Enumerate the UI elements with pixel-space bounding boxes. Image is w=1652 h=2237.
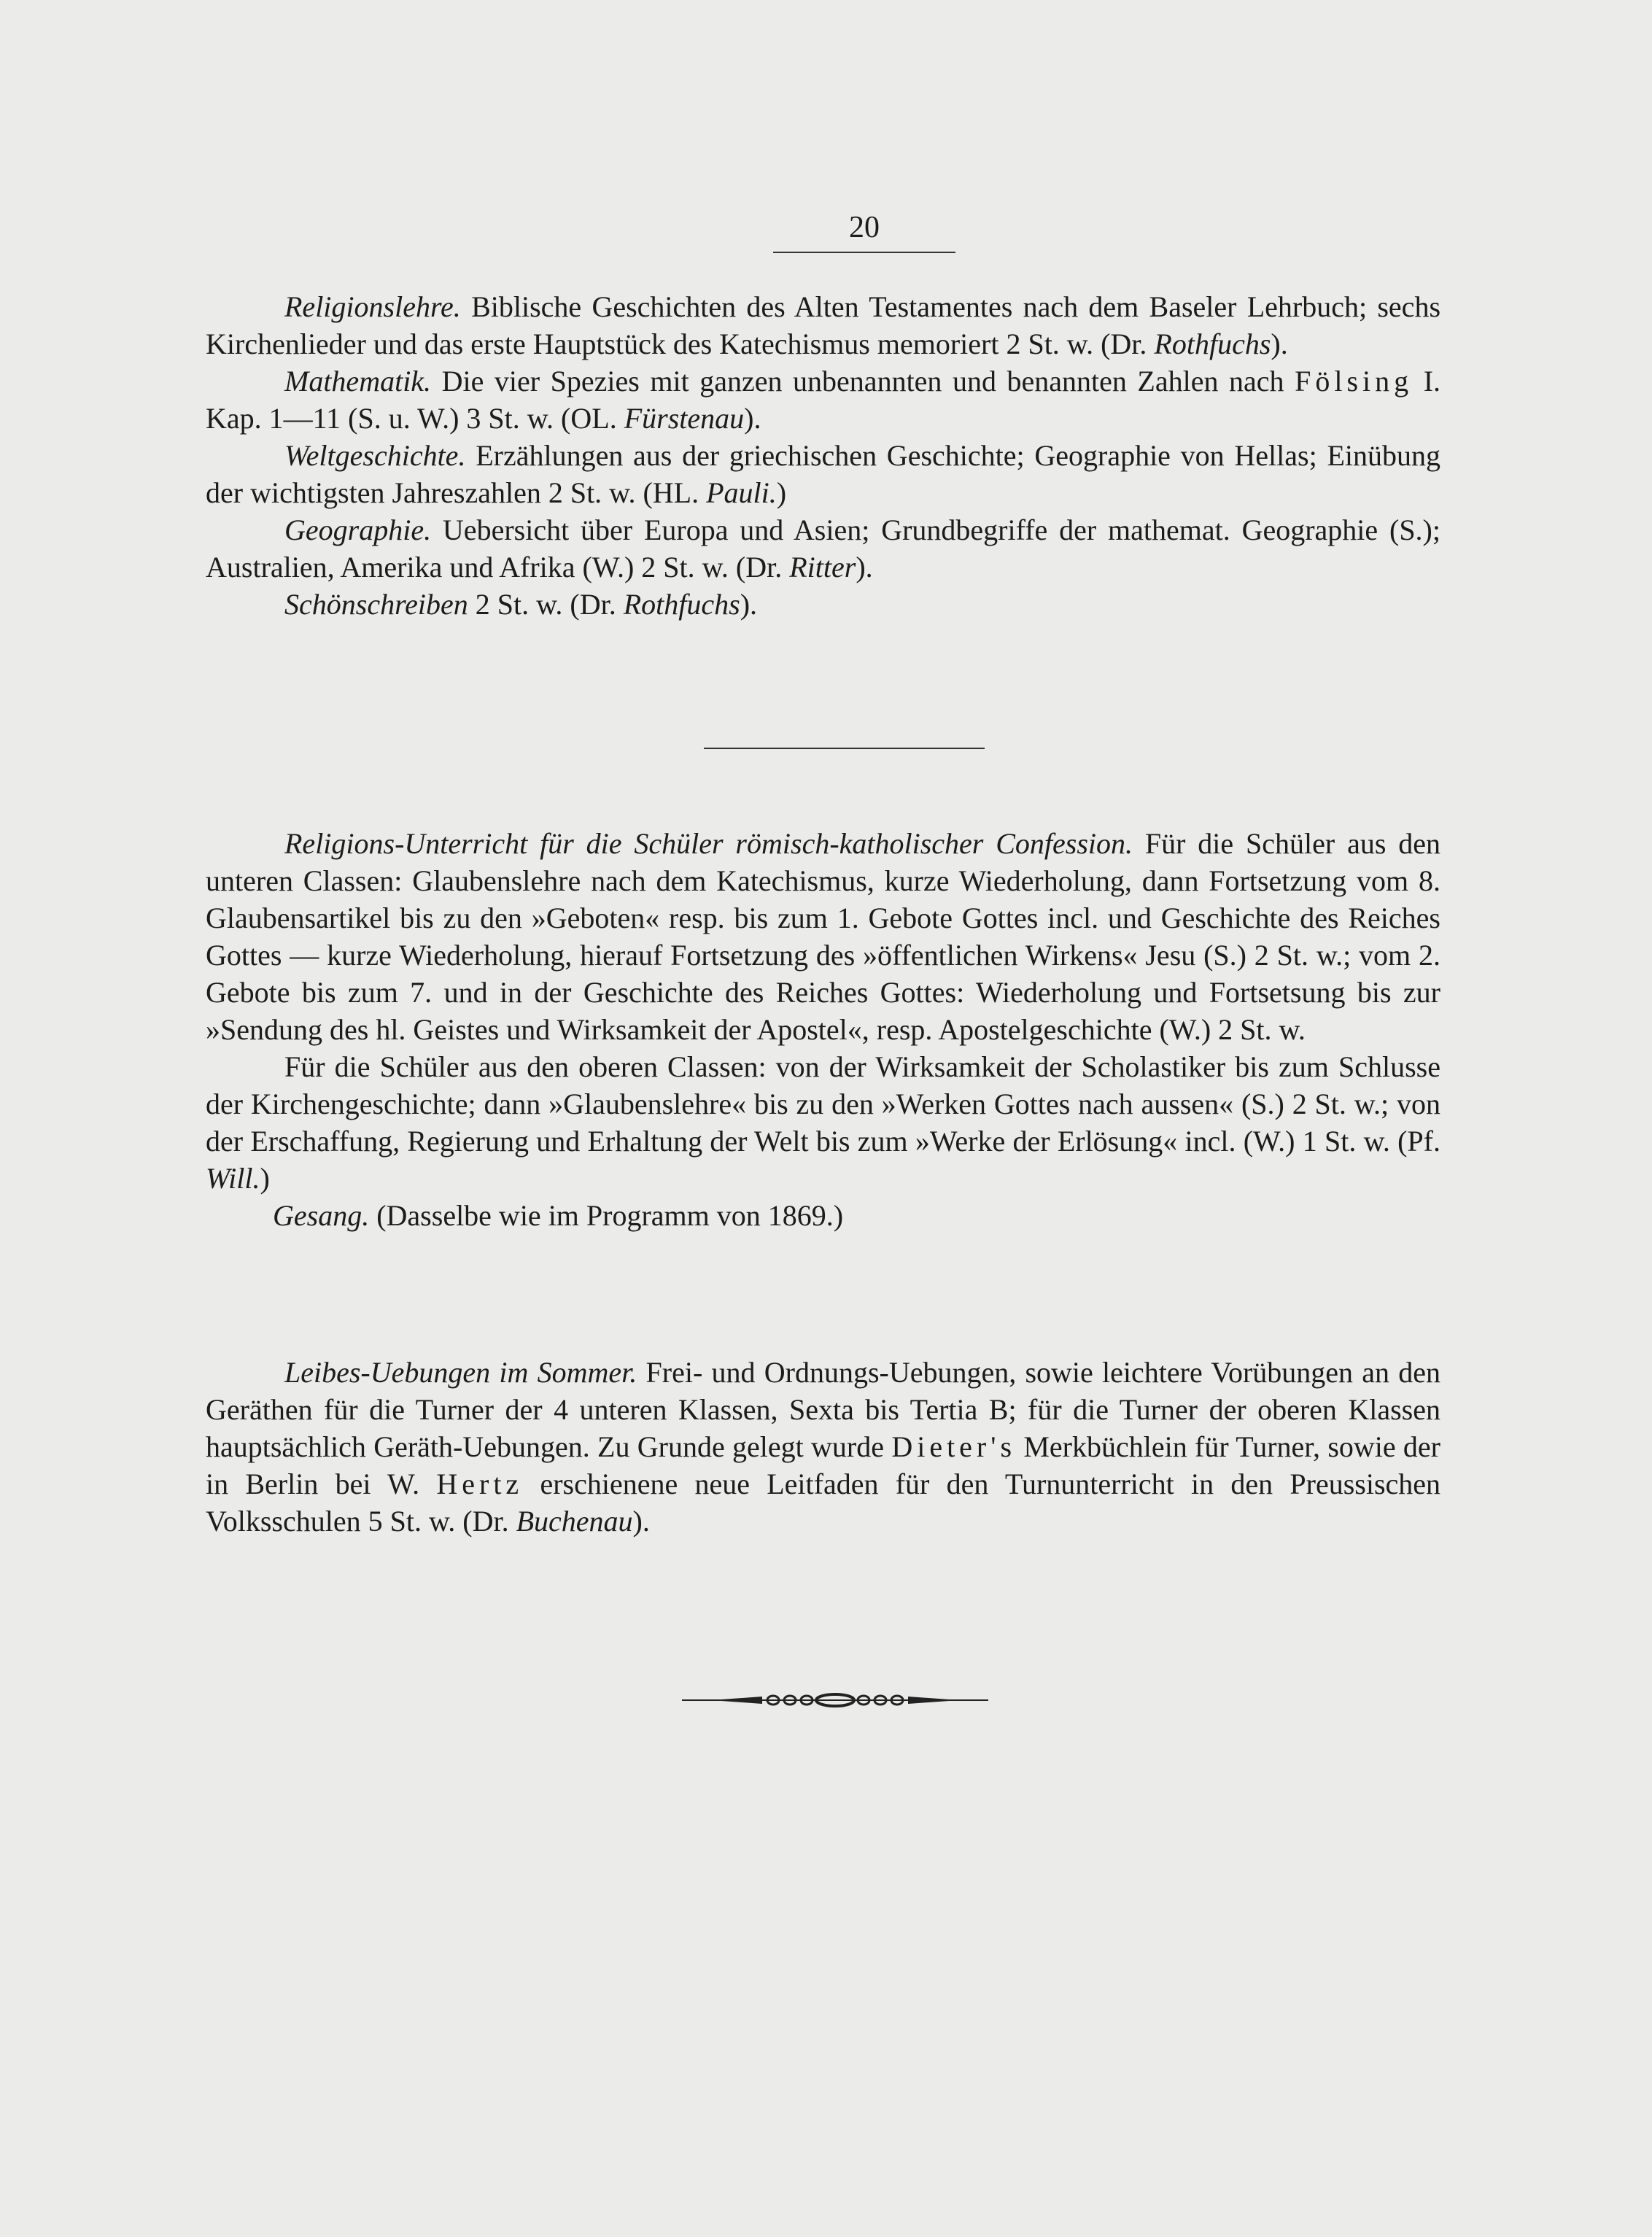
text-math-1: Die vier Spezies mit ganzen unbenannten und benannten Zahlen nach: [441, 365, 1284, 398]
text-history: Erzählungen aus der griechischen Geschichte; Geographie von Hellas; Einübung der wichtigsten Jahreszahlen 2 St. w. (HL.: [206, 439, 1441, 509]
paragraph-religion: [206, 288, 1440, 363]
section-catholic: [206, 825, 1440, 1234]
label-writing: Schönschreiben: [284, 588, 468, 621]
author-math: Fölsing: [1295, 365, 1413, 398]
label-history: Weltgeschichte.: [284, 439, 466, 472]
paragraph-gesang: [206, 1197, 1440, 1234]
text-math-2: I. Kap. 1—11 (S. u. W.) 3 St. w. (OL.: [206, 365, 1441, 435]
label-gesang: Gesang.: [273, 1199, 370, 1232]
text-religion: Biblische Geschichten des Alten Testamentes nach dem Baseler Lehrbuch; sechs Kirchenlieder und das erste Hauptstück des Katechismus memoriert 2 St. w. (Dr.: [206, 290, 1441, 360]
teacher-catholic: Will.: [206, 1162, 260, 1195]
punct: ): [776, 476, 787, 509]
author-dieter: Dieter's: [891, 1430, 1017, 1463]
section-divider: [704, 748, 985, 749]
text-geography: Uebersicht über Europa und Asien; Grundbegriffe der mathemat. Geographie (S.); Australien, Amerika und Afrika (W.) 2 St. w. (Dr.: [206, 513, 1440, 584]
text-catholic-lower: Für die Schüler aus den unteren Classen: Glaubenslehre nach dem Katechismus, kurze Wiederholung, dann Fortsetzung vom 8. Glaubensartikel bis zu den »Geboten« resp. bis zum 1. Gebote Gottes incl. und Geschichte des Reiches Gottes — kurze Wiederholung, hierauf Fortsetzung des »öffentlichen Wirkens« Jesu (S.) 2 St. w.; vom 2. Gebote bis zum 7. und in der Geschichte des Reiches Gottes: Wiederholung und Fortsetsung bis zur »Sendung des hl. Geistes und Wirksamkeit der Apostel«, resp. Apostelgeschichte (W.) 2 St. w.: [206, 827, 1441, 1046]
label-sport: Leibes-Uebungen im Sommer.: [284, 1356, 637, 1389]
text-writing: 2 St. w. (Dr.: [475, 588, 616, 621]
paragraph-writing: [206, 586, 1440, 623]
punct: ).: [632, 1505, 650, 1538]
punct: ).: [740, 588, 758, 621]
paragraph-history: [206, 437, 1440, 511]
label-geography: Geographie.: [284, 513, 432, 546]
punct: ): [260, 1162, 270, 1195]
teacher-math: Fürstenau: [624, 402, 745, 435]
text-sport-1: Frei- und Ordnungs-Uebungen, sowie leichtere Vorübungen an den Geräthen für die Turner der 4 unteren Klassen, Sexta bis Tertia B; für die Turner der oberen Klassen hauptsächlich Geräth-Uebungen. Zu Grunde gelegt wurde: [206, 1356, 1441, 1463]
paragraph-math: [206, 363, 1440, 437]
teacher-sport: Buchenau: [516, 1505, 633, 1538]
label-religion: Religionslehre.: [284, 290, 461, 323]
paragraph-sport: [206, 1354, 1440, 1540]
section-sport: [206, 1354, 1440, 1540]
teacher-history: Pauli.: [706, 476, 777, 509]
teacher-writing: Rothfuchs: [623, 588, 740, 621]
text-sport-3: erschienene neue Leitfaden für den Turnunterricht in den Preussischen Volksschulen 5 St. w. (Dr.: [206, 1468, 1441, 1538]
text-sport-2: Merkbüchlein für Turner, sowie der in Berlin bei W.: [206, 1430, 1441, 1500]
punct: ).: [744, 402, 761, 435]
teacher-religion: Rothfuchs: [1154, 327, 1271, 360]
punct: ).: [856, 551, 873, 584]
punct: ).: [1271, 327, 1288, 360]
page-number: 20: [849, 211, 880, 244]
label-math: Mathematik.: [284, 365, 432, 398]
author-hertz: Hertz: [436, 1468, 524, 1500]
label-catholic: Religions-Unterricht für die Schüler römisch-katholischer Confession.: [284, 827, 1133, 860]
paragraph-geography: [206, 511, 1440, 586]
paragraph-catholic-lower: [206, 825, 1440, 1048]
paragraph-catholic-upper: [206, 1048, 1440, 1197]
text-gesang: (Dasselbe wie im Programm von 1869.): [376, 1199, 844, 1232]
section-curriculum: [206, 288, 1440, 623]
page-number-rule: [773, 252, 955, 253]
text-catholic-upper: Für die Schüler aus den oberen Classen: von der Wirksamkeit der Scholastiker bis zum Schlusse der Kirchengeschichte; dann »Glaubenslehre« bis zu den »Werken Gottes nach aussen« (S.) 2 St. w.; von der Erschaffung, Regierung und Erhaltung der Welt bis zum »Werke der Erlösung« incl. (W.) 1 St. w. (Pf.: [206, 1050, 1440, 1158]
ornament-divider: [682, 1689, 988, 1711]
teacher-geography: Ritter: [789, 551, 856, 584]
